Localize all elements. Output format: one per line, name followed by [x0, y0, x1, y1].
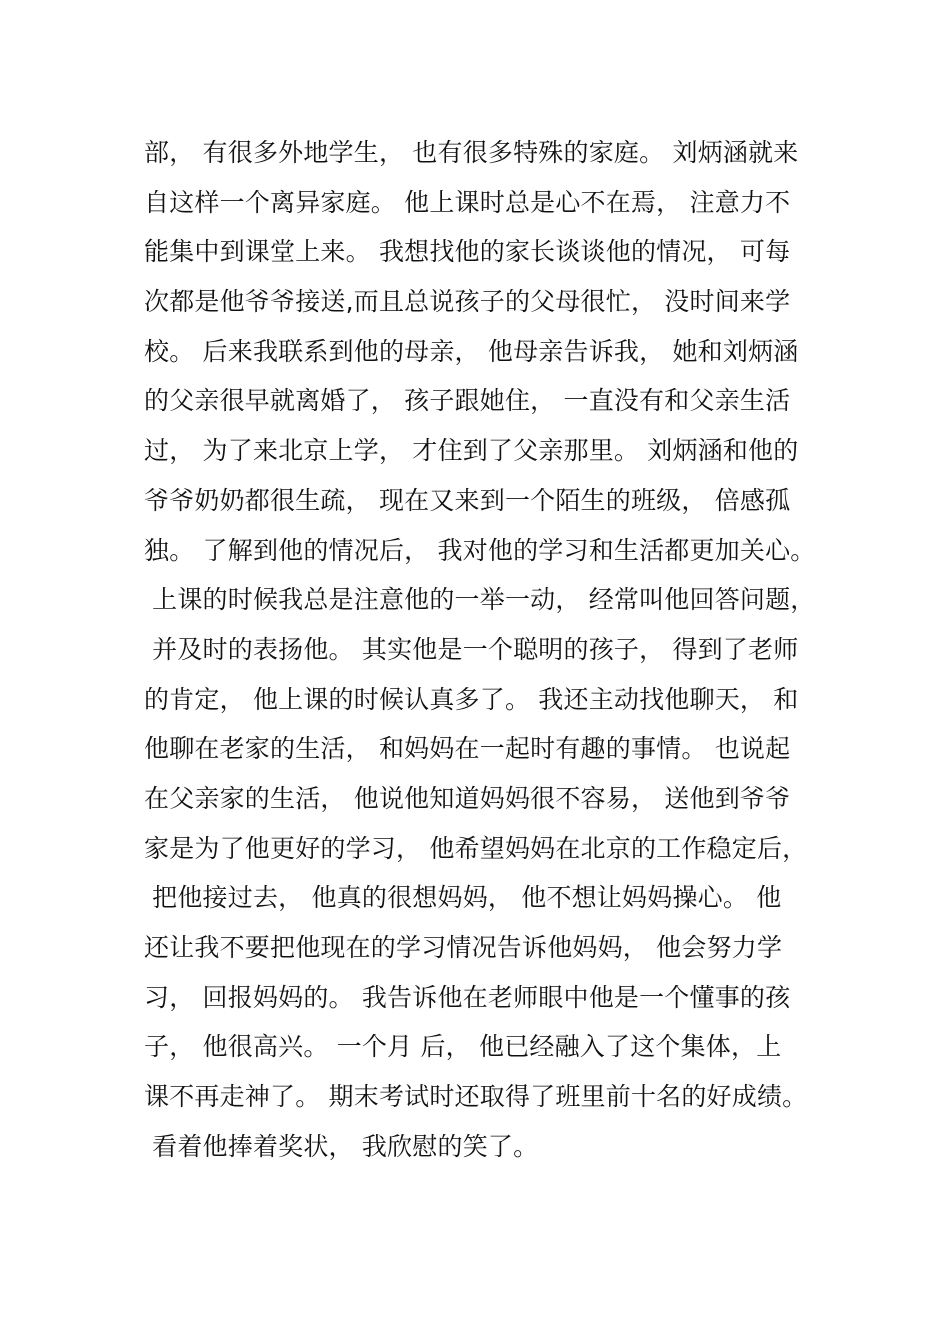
text-line: 爷爷奶奶都很生疏， 现在又来到一个陌生的班级， 倍感孤: [144, 485, 791, 515]
text-line: 在父亲家的生活， 他说他知道妈妈很不容易， 送他到爷爷: [144, 783, 791, 813]
text-line: 课不再走神了。 期末考试时还取得了班里前十名的好成绩。: [144, 1082, 808, 1112]
text-line: 把他接过去， 他真的很想妈妈， 他不想让妈妈操心。 他: [144, 883, 782, 913]
text-line: 独。 了解到他的情况后， 我对他的学习和生活都更加关心。: [144, 535, 816, 565]
body-paragraph: [144, 128, 844, 1171]
text-line: 部， 有很多外地学生， 也有很多特殊的家庭。 刘炳涵就来: [144, 138, 799, 167]
text-line: 能集中到课堂上来。 我想找他的家长谈谈他的情况， 可每: [144, 237, 791, 267]
text-line: 看着他捧着奖状， 我欣慰的笑了。: [144, 1131, 539, 1161]
text-line: 校。 后来我联系到他的母亲， 他母亲告诉我， 她和刘炳涵: [144, 336, 799, 366]
text-line: 自这样一个离异家庭。 他上课时总是心不在焉， 注意力不: [144, 187, 791, 217]
text-line: 子， 他很高兴。 一个月 后， 他已经融入了这个集体，上: [144, 1032, 782, 1062]
text-line: 他聊在老家的生活， 和妈妈在一起时有趣的事情。 也说起: [144, 734, 791, 764]
text-line: 上课的时候我总是注意他的一举一动， 经常叫他回答问题，: [144, 585, 816, 615]
text-line: 的父亲很早就离婚了， 孩子跟她住， 一直没有和父亲生活: [144, 386, 791, 416]
text-line: 次都是他爷爷接送,而且总说孩子的父母很忙， 没时间来学: [144, 287, 791, 317]
text-line: 的肯定， 他上课的时候认真多了。 我还主动找他聊天， 和: [144, 684, 799, 714]
text-line: 习， 回报妈妈的。 我告诉他在老师眼中他是一个懂事的孩: [144, 982, 791, 1012]
text-line: 过， 为了来北京上学， 才住到了父亲那里。 刘炳涵和他的: [144, 436, 799, 466]
text-line: 并及时的表扬他。 其实他是一个聪明的孩子， 得到了老师: [144, 634, 799, 664]
text-line: 家是为了他更好的学习， 他希望妈妈在北京的工作稳定后，: [144, 833, 808, 863]
text-line: 还让我不要把他现在的学习情况告诉他妈妈， 他会努力学: [144, 933, 783, 962]
